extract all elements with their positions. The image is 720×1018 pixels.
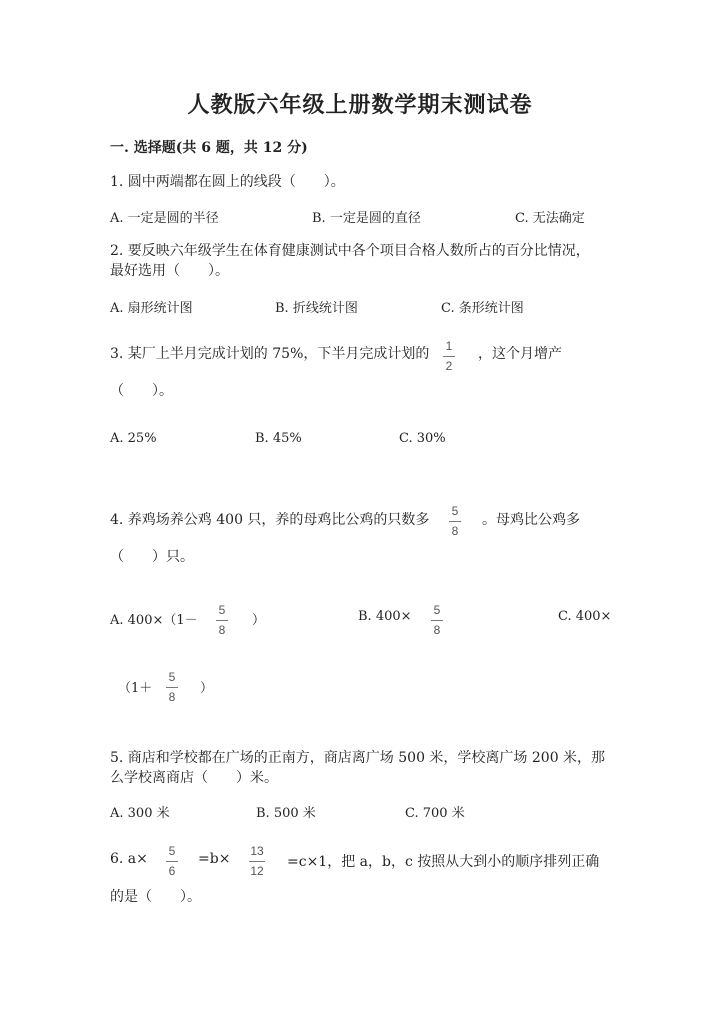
- q6-fraction-1: [166, 845, 178, 878]
- fraction-bar: [249, 861, 265, 862]
- question-3-line2: （ ）。: [110, 383, 173, 399]
- fraction-denominator: 8: [451, 524, 459, 538]
- q1-option-c: C. 无法确定: [515, 211, 585, 226]
- fraction-bar: [431, 620, 443, 621]
- question-5-line1: 5. 商店和学校都在广场的正南方，商店离广场 500 米，学校离广场 200 米，那: [110, 750, 606, 766]
- fraction-denominator: 8: [218, 623, 226, 637]
- q4-option-b-fraction: [431, 604, 443, 637]
- fraction-bar: [166, 861, 178, 862]
- q2-option-a: A. 扇形统计图: [110, 301, 193, 316]
- question-4-text-after: 。母鸡比公鸡多: [482, 512, 580, 528]
- fraction-bar: [216, 620, 228, 621]
- q3-fraction: [443, 340, 455, 373]
- question-6-line2: 的是（ ）。: [110, 889, 201, 905]
- fraction-numerator: 13: [250, 844, 264, 858]
- fraction-denominator: 12: [250, 864, 264, 878]
- q1-option-b: B. 一定是圆的直径: [312, 211, 421, 226]
- question-3-text-after: ，这个月增产: [478, 346, 562, 362]
- q5-option-c: C. 700 米: [405, 806, 465, 821]
- q6-fraction-2: [249, 845, 265, 878]
- q3-option-b: B. 45%: [255, 431, 302, 446]
- q5-option-b: B. 500 米: [256, 806, 316, 821]
- question-6-part3: =c×1，把 a，b，c 按照从大到小的顺序排列正确: [287, 854, 600, 870]
- fraction-denominator: 8: [433, 623, 441, 637]
- q4-option-a-close: ）: [252, 613, 266, 628]
- q4-option-b: B. 400×: [358, 609, 412, 624]
- page-title: 人教版六年级上册数学期末测试卷: [187, 92, 533, 118]
- q3-option-a: A. 25%: [110, 431, 157, 446]
- question-6-part2: =b×: [198, 851, 231, 867]
- q5-option-a: A. 300 米: [110, 806, 170, 821]
- question-1: 1. 圆中两端都在圆上的线段（ ）。: [110, 174, 345, 190]
- fraction-numerator: 5: [168, 844, 176, 858]
- fraction-numerator: 5: [218, 603, 226, 617]
- q4-option-c-line2: （1＋: [118, 681, 153, 696]
- q4-option-a-fraction: [216, 604, 228, 637]
- fraction-bar: [166, 687, 178, 688]
- q3-option-c: C. 30%: [399, 431, 446, 446]
- fraction-bar: [443, 356, 455, 357]
- question-5-line2: 么学校离商店（ ）米。: [110, 770, 278, 786]
- fraction-denominator: 8: [168, 690, 176, 704]
- section-heading: 一. 选择题(共 6 题，共 12 分): [110, 140, 308, 156]
- q4-fraction: [449, 505, 461, 538]
- q2-option-c: C. 条形统计图: [441, 301, 524, 316]
- q4-option-c: C. 400×: [558, 609, 612, 624]
- q1-option-a: A. 一定是圆的半径: [110, 211, 219, 226]
- fraction-numerator: 1: [445, 339, 453, 353]
- q4-option-a: A. 400×（1－: [110, 613, 198, 628]
- fraction-bar: [449, 521, 461, 522]
- question-2-line1: 2. 要反映六年级学生在体育健康测试中各个项目合格人数所占的百分比情况，: [110, 243, 590, 259]
- question-4-text: 4. 养鸡场养公鸡 400 只，养的母鸡比公鸡的只数多: [110, 512, 430, 528]
- q4-option-c-fraction: [166, 671, 178, 704]
- fraction-denominator: 6: [168, 864, 176, 878]
- fraction-numerator: 5: [451, 504, 459, 518]
- question-4-line2: （ ）只。: [110, 549, 194, 565]
- fraction-numerator: 5: [168, 670, 176, 684]
- question-3-text: 3. 某厂上半月完成计划的 75%，下半月完成计划的: [110, 346, 430, 362]
- q4-option-c-close: ）: [200, 681, 214, 696]
- question-2-line2: 最好选用（ ）。: [110, 263, 229, 279]
- fraction-denominator: 2: [445, 359, 453, 373]
- q2-option-b: B. 折线统计图: [275, 301, 358, 316]
- fraction-numerator: 5: [433, 603, 441, 617]
- question-6-part1: 6. a×: [110, 851, 148, 867]
